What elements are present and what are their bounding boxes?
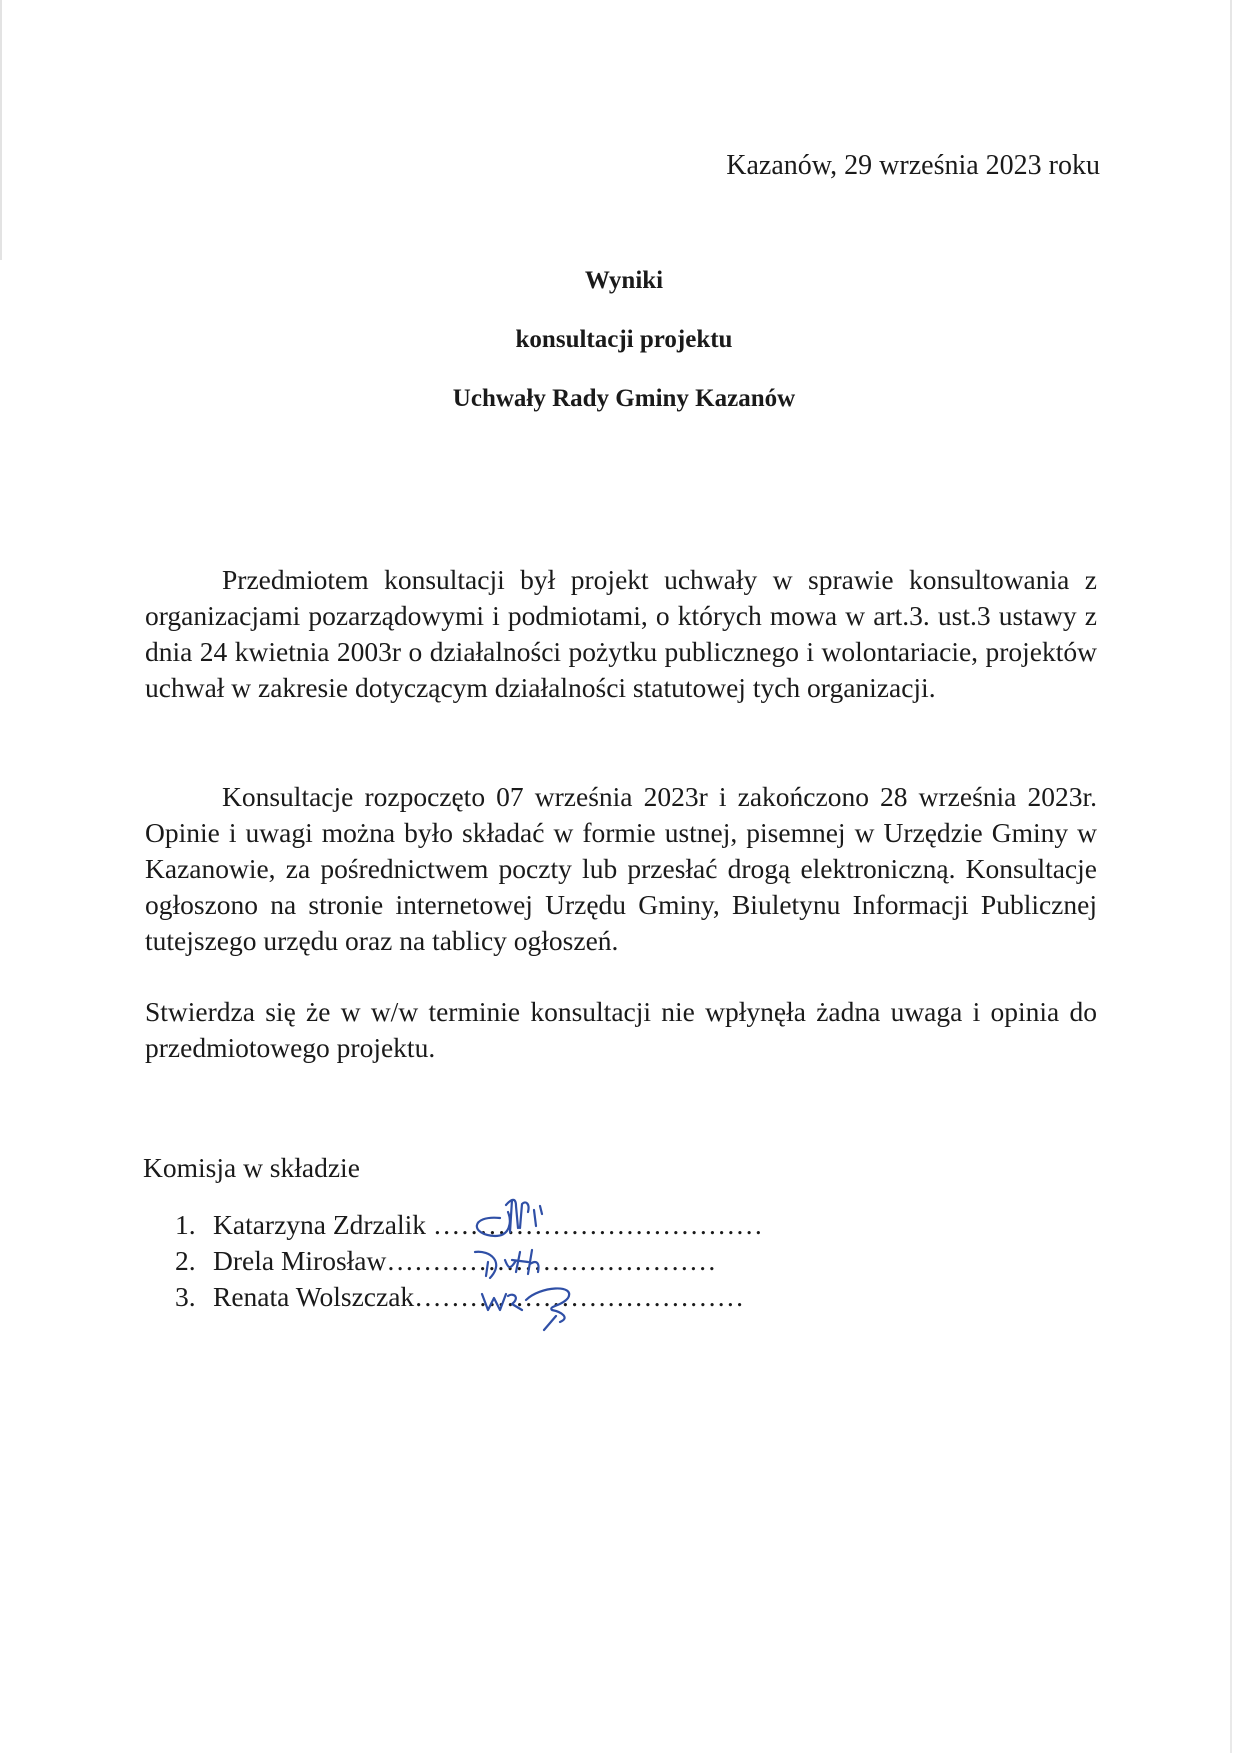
member-name: Katarzyna Zdrzalik: [213, 1209, 427, 1240]
scan-edge-left: [0, 0, 2, 260]
member-number: 3.: [175, 1281, 196, 1312]
member-name: Renata Wolszczak: [213, 1281, 415, 1312]
commission-members-list: [175, 1207, 763, 1315]
member-number: 2.: [175, 1245, 196, 1276]
commission-member: [175, 1207, 763, 1243]
member-number: 1.: [175, 1209, 196, 1240]
date-line: Kazanów, 29 września 2023 roku: [726, 150, 1100, 181]
title-line-2: konsultacji projektu: [515, 326, 733, 353]
paragraph-consultation-dates: Konsultacje rozpoczęto 07 września 2023r i zakończono 28 września 2023r. Opinie i uwagi można było składać w formie ustnej, pisemnej w Urzędzie Gminy w Kazanowie, za pośrednictwem poczty lub przesłać drogą elektroniczną. Konsultacje ogłoszono na stronie internetowej Urzędu Gminy, Biuletynu Informacji Publicznej tutejszego urzędu oraz na tablicy ogłoszeń.: [145, 781, 1097, 956]
commission-label: Komisja w składzie: [143, 1152, 360, 1183]
signature-dots: ………………………………: [426, 1209, 763, 1240]
paragraph-conclusion: Stwierdza się że w w/w terminie konsultacji nie wpłynęła żadna uwaga i opinia do przedmiotowego projektu.: [145, 996, 1097, 1063]
signature-dots: ………………………………: [414, 1281, 745, 1312]
commission-member: [175, 1243, 763, 1279]
title-line-1: Wyniki: [584, 267, 664, 294]
paragraph-subject: Przedmiotem konsultacji był projekt uchwały w sprawie konsultowania z organizacjami pozarządowymi i podmiotami, o których mowa w art.3. ust.3 ustawy z dnia 24 kwietnia 2003r o działalności pożytku publicznego i wolontariacie, projektów uchwał w zakresie dotyczącym działalności statutowej tych organizacji.: [145, 564, 1097, 703]
commission-member: [175, 1279, 763, 1315]
document-title: [0, 263, 1240, 440]
title-line-3: Uchwały Rady Gminy Kazanów: [452, 385, 796, 412]
member-name: Drela Mirosław: [213, 1245, 387, 1276]
signature-dots: ………………………………: [386, 1245, 717, 1276]
